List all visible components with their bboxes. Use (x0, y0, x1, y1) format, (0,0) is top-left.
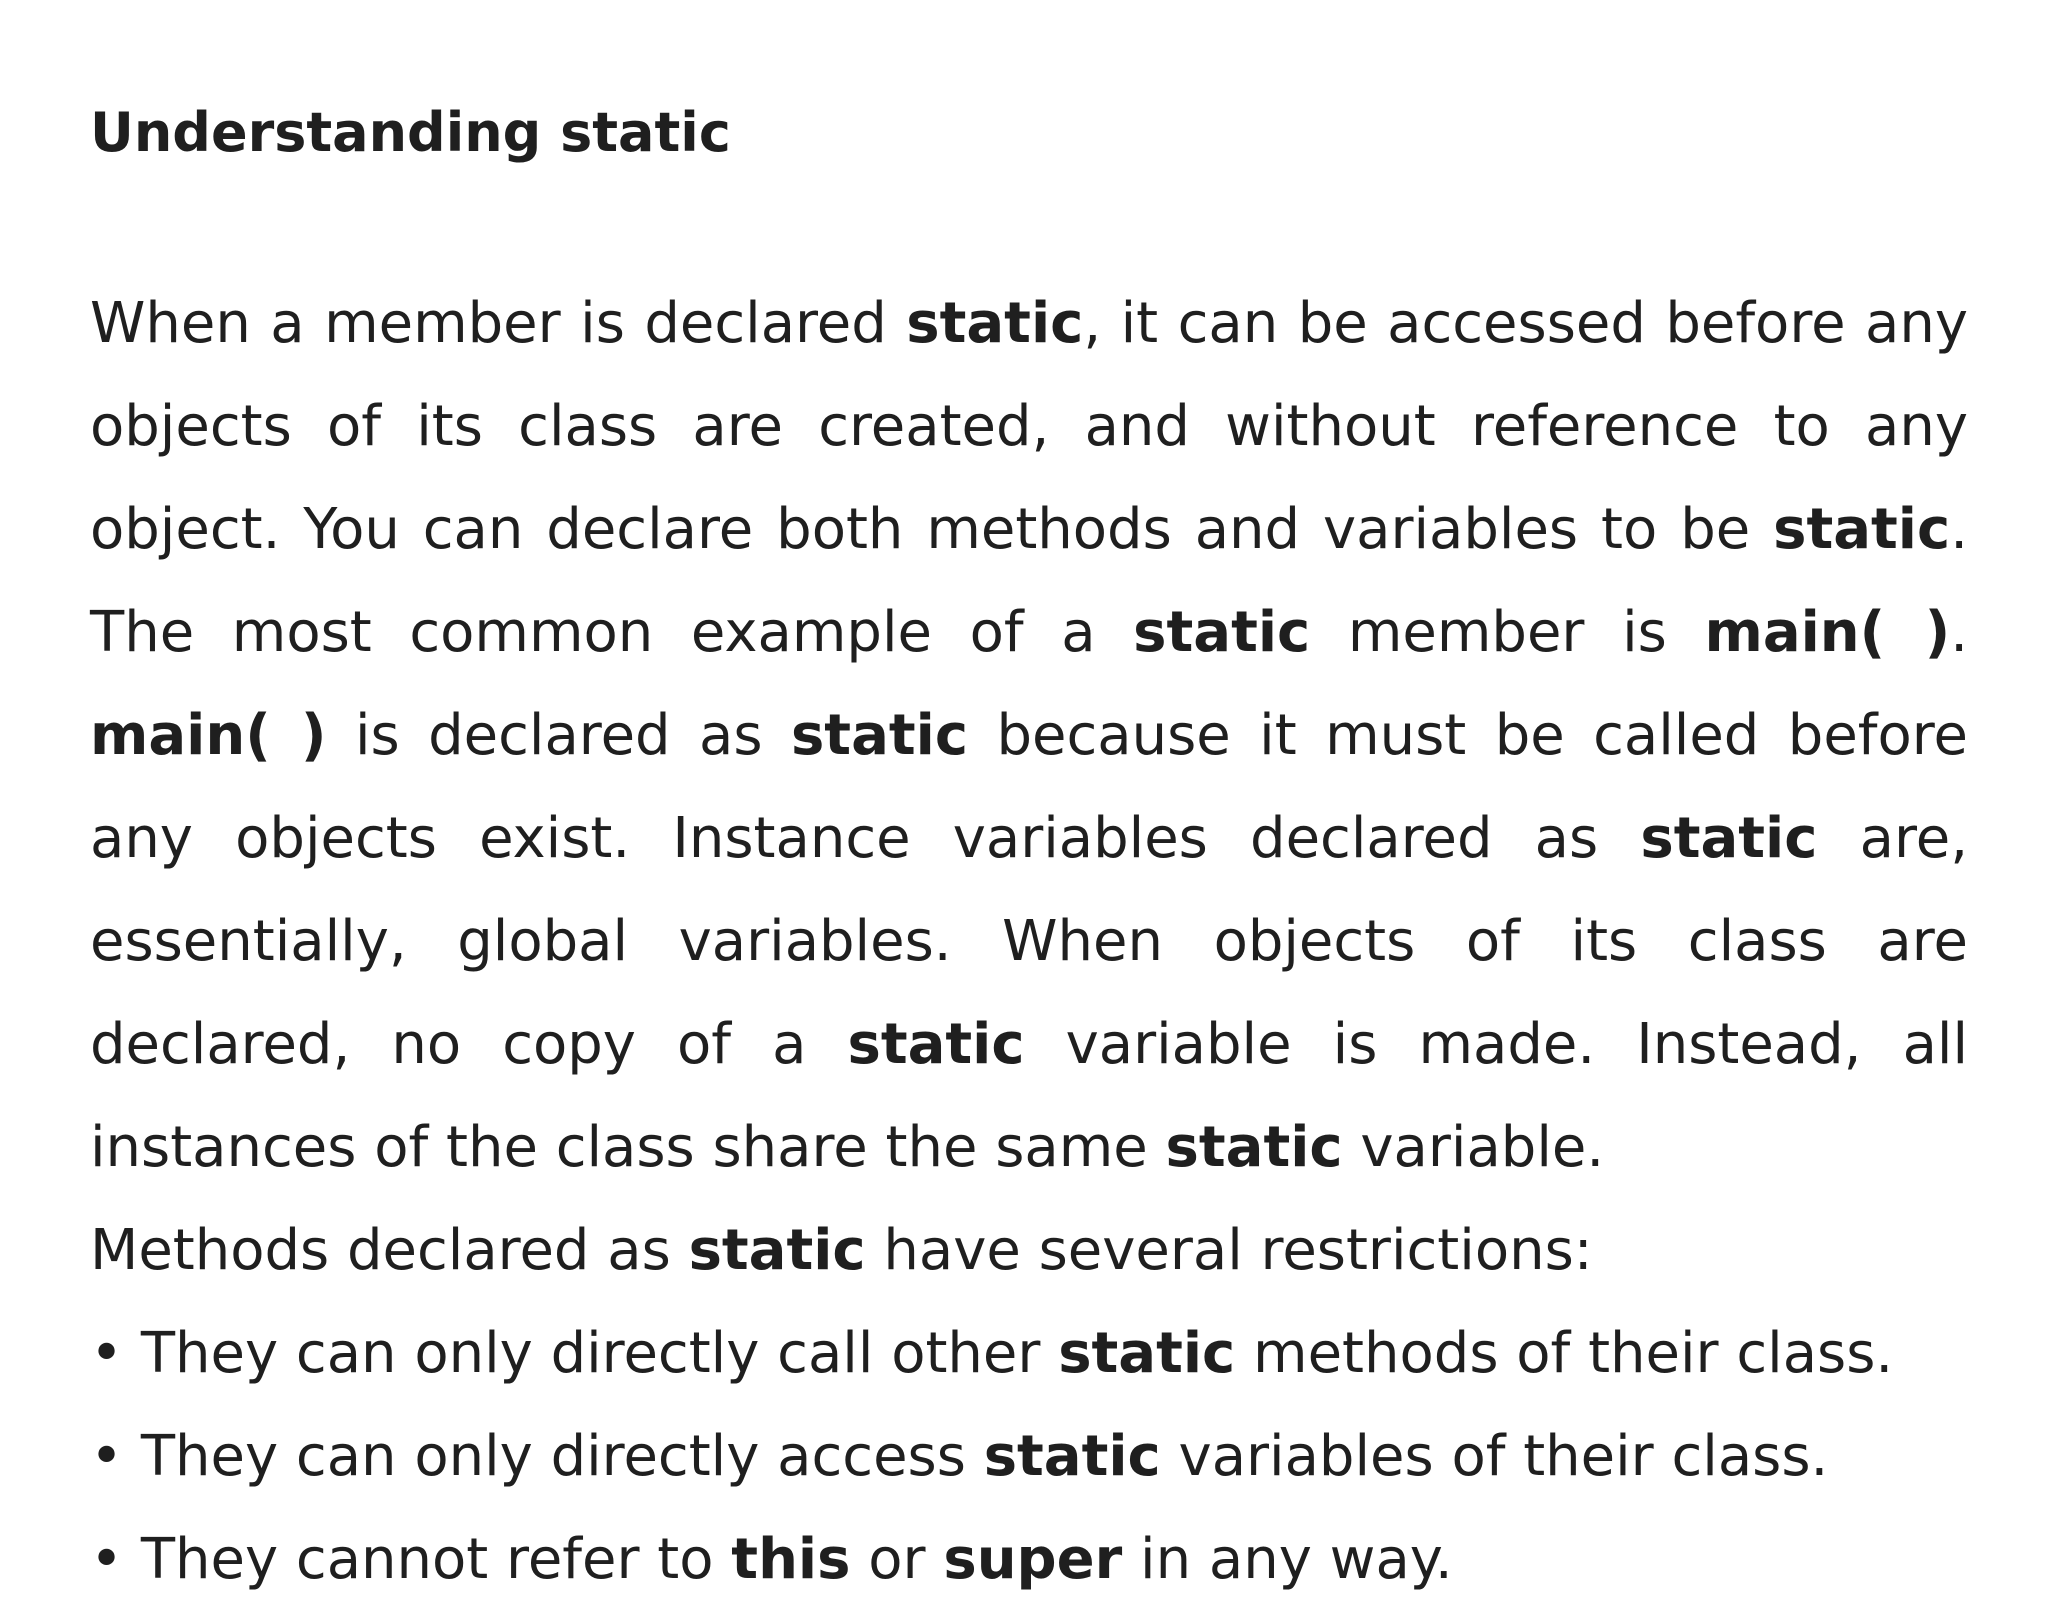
paragraph-keyword: static (790, 703, 969, 768)
paragraph-run: . (1950, 600, 1969, 665)
bullet-run: in any way. (1122, 1527, 1453, 1592)
section-heading: Understanding static (90, 101, 731, 164)
paragraph-run: member is (1310, 600, 1705, 665)
bullet-keyword: static (983, 1424, 1161, 1489)
restrictions-intro (90, 1199, 1968, 1302)
paragraph-run: variable. (1342, 1115, 1605, 1180)
paragraph-keyword: main( ) (1704, 600, 1951, 665)
paragraph-keyword: main( ) (90, 703, 327, 768)
body-paragraph (90, 272, 1968, 1199)
paragraph-keyword: static (1640, 806, 1818, 871)
bullet-run: • They can only directly call other (90, 1321, 1059, 1386)
paragraph-keyword: static (906, 291, 1084, 356)
bullet-run: or (850, 1527, 944, 1592)
bullet-run: • They can only directly access (90, 1424, 984, 1489)
restriction-item-1 (90, 1302, 1968, 1405)
intro-keyword: static (688, 1218, 866, 1283)
paragraph-run: because it must be called before any objects exist. Instance variables declared as (90, 703, 1969, 871)
document-page (90, 92, 1968, 1611)
bullet-run: variables of their class. (1160, 1424, 1829, 1489)
restriction-item-2 (90, 1405, 1968, 1508)
paragraph-run: are, essentially, global variables. When objects of its class are declared, no copy of a (90, 806, 1968, 1077)
paragraph-run: When a member is declared (90, 291, 907, 356)
bullet-keyword: static (1058, 1321, 1236, 1386)
paragraph-keyword: static (1133, 600, 1311, 665)
paragraph-run: variable is made. Instead, all instances of the class share the same (90, 1012, 1968, 1180)
intro-run: have several restrictions: (865, 1218, 1593, 1283)
paragraph-keyword: static (1773, 497, 1951, 562)
paragraph-keyword: static (1165, 1115, 1343, 1180)
bullet-run: • They cannot refer to (90, 1527, 732, 1592)
bullet-run: methods of their class. (1235, 1321, 1894, 1386)
paragraph-run: , it can be accessed before any objects of its class are created, and without reference to any object. You can declare both methods and variables to be (90, 291, 1968, 562)
restriction-item-3 (90, 1508, 1968, 1611)
intro-run: Methods declared as (90, 1218, 689, 1283)
paragraph-run: . The most common example of a (90, 497, 1968, 665)
paragraph-keyword: static (847, 1012, 1025, 1077)
bullet-keyword: this (731, 1527, 851, 1592)
paragraph-run: is declared as (326, 703, 791, 768)
bullet-keyword: super (943, 1527, 1123, 1592)
